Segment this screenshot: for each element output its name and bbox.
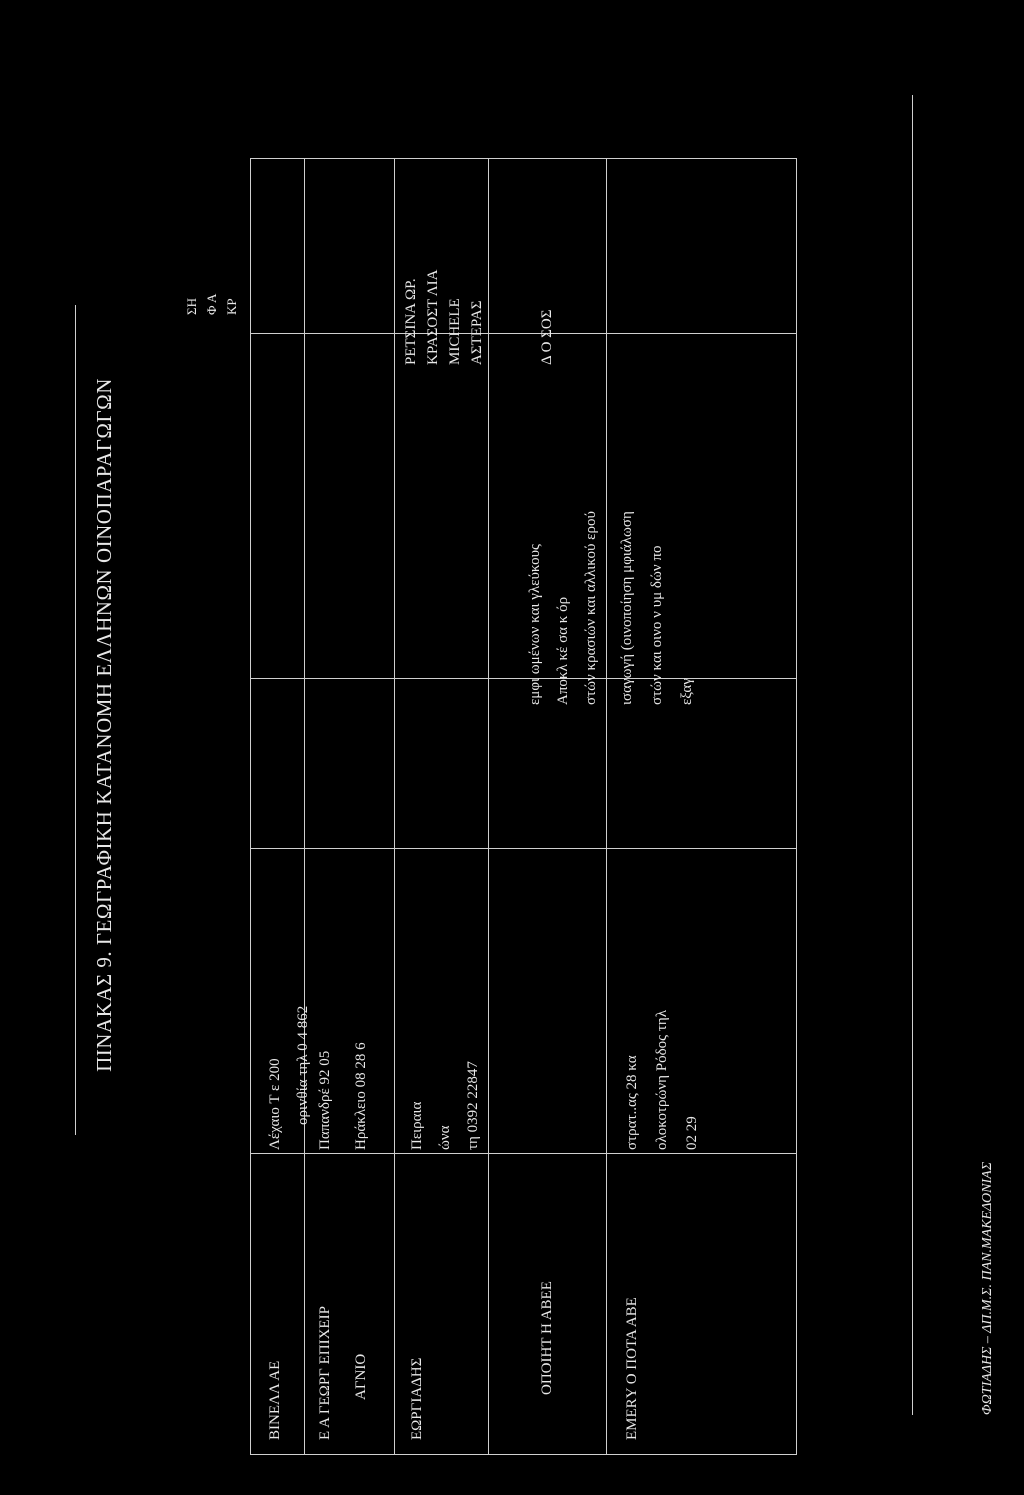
corner-label-1: ΣΗ (184, 298, 199, 315)
row-separator (606, 159, 607, 1454)
row3-address-2: ώνα (437, 1125, 453, 1150)
row5-address-1: στρατ..ας 28 κα (624, 1055, 640, 1150)
row3-brand-3: MICHELE (447, 298, 463, 365)
row2-address-2: Ηράκλειο 08 28 6 (353, 1042, 369, 1150)
corner-label-3: ΚΡ (224, 298, 239, 315)
row5-address-3: 02 29 (684, 1116, 700, 1150)
row4-product-3: στών κρασιών και αλλικού ερού (583, 511, 599, 705)
column-separator (251, 678, 796, 679)
document-title: ΠΙΝΑΚΑΣ 9. ΓΕΩΓΡΑΦΙΚΗ ΚΑΤΑΝΟΜΗ ΕΛΛΗΝΩΝ ΟΙΝΟΠΑΡΑΓΩΓΩΝ (92, 378, 116, 1072)
row1-address-1: Λέχαιο Τ ε 200 (267, 1058, 283, 1150)
row3-address-1: Πειραια (409, 1101, 425, 1150)
row5-product-3: εξαγ (679, 678, 695, 705)
row2-company-1: Ε Α ΓΕΩΡΓ ΕΠΙΧΕΙΡ (317, 1306, 333, 1440)
row1-company: ΒΙΝΕΛΛ ΑΕ (267, 1360, 283, 1440)
row3-company: ΕΩΡΓΙΑΔΗΣ (409, 1357, 425, 1440)
corner-label-2: Φ Α (204, 293, 219, 315)
column-separator (251, 333, 796, 334)
row5-product-1: ισαγωγή (οινοποίηση μφιάλωση (619, 511, 635, 705)
top-rule (75, 305, 76, 1135)
row4-product-1: εμφι ωμένων και γλεύκους (527, 544, 543, 705)
column-separator (251, 848, 796, 849)
row3-brand-4: ΑΣΤΕΡΑΣ (469, 300, 485, 365)
row-separator (488, 159, 489, 1454)
row3-brand-2: ΚΡΑΣΟΣΤ ΛΙΑ (425, 269, 441, 365)
row3-address-3: τη 0392 22847 (465, 1061, 481, 1150)
row5-company: ΕΜΕRΥ Ο ΠΟΤΑ ΑΒΕ (624, 1297, 640, 1440)
table (250, 158, 797, 1455)
row4-company: ΟΠΟΙΗΤ Η ΑΒΕΕ (539, 1281, 555, 1395)
column-separator (251, 1153, 796, 1154)
row3-brand-1: ΡΕΤΣΙΝΑ ΩΡ. (403, 278, 419, 365)
row4-brand: Δ Ο ΣΟΣ (539, 309, 555, 365)
row1-address-2: οριvθία τηλ 0 4 862 (295, 1005, 311, 1125)
row2-address-1: Παπανδρέ 92 05 (317, 1050, 333, 1150)
footer-text: ΦΩΤΙΑΔΗΣ – ΔΠ.Μ.Σ. ΠΑΝ.ΜΑΚΕΔΟΝΙΑΣ (980, 1161, 995, 1415)
row-separator (304, 159, 305, 1454)
footer-rule (912, 95, 913, 1415)
row-separator (394, 159, 395, 1454)
row5-product-2: στών και οινο ν υμ δών πο (649, 545, 665, 705)
row4-product-2: Αποκλ κέ σα κ όρ (555, 596, 571, 705)
row5-address-2: ολοκοτρώνη Ρόδος τηλ (654, 1009, 670, 1150)
row2-company-2: ΑΓΝΙΟ (353, 1353, 369, 1400)
